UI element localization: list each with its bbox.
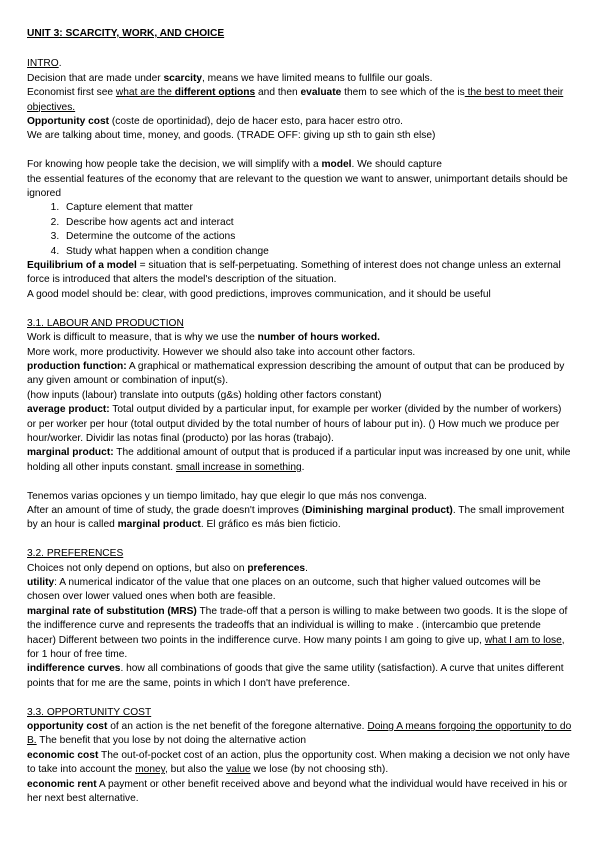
economic-rent-paragraph: economic rent A payment or other benefit received above and beyond what the individual would have received in his or her next best alternative. bbox=[27, 778, 568, 805]
production-function-paragraph: production function: A graphical or mathematical expression describing the amount of output that can be produced by any given amount or combination of input(s). bbox=[27, 360, 565, 387]
mrs-paragraph: marginal rate of substitution (MRS) The trade-off that a person is willing to make between two goods. It is the slope of the indifference curve and represents the tradeoffs that an individual is willing to make . (intercambio que pretende hacer) Different between two points in the indifference curve. How many points I am going to give up, what I am to lose, for 1 hour of free time. bbox=[27, 605, 568, 660]
list-item: 4. Study what happen when a condition change bbox=[62, 245, 572, 259]
unit-title: UNIT 3: SCARCITY, WORK, AND CHOICE bbox=[27, 28, 225, 39]
labour-measure-paragraph: Work is difficult to measure, that is why we use the number of hours worked. bbox=[27, 332, 380, 344]
preferences-heading: 3.2. PREFERENCES bbox=[27, 548, 124, 560]
diminishing-product-paragraph: After an amount of time of study, the grade doesn't improves (Diminishing marginal product). The small improvement by an hour is called marginal product. El gráfico es más bien ficticio. bbox=[27, 504, 565, 531]
labour-heading: 3.1. LABOUR AND PRODUCTION bbox=[27, 317, 184, 329]
opportunity-cost-heading: 3.3. OPPORTUNITY COST bbox=[27, 706, 152, 718]
intro-opportunity-cost-paragraph: Opportunity cost (coste de oportinidad), dejo de hacer esto, para hacer estro otro. bbox=[27, 116, 403, 128]
list-item: 2. Describe how agents act and interact bbox=[62, 216, 572, 230]
average-product-paragraph: average product: Total output divided by a particular input, for example per worker (divided by the number of workers) or per worker per hour (total output divided by the total number of hours of labour put in). () How much we produce per hour/worker. Dividir las notas final (producto) por las horas (trabajo). bbox=[27, 404, 562, 444]
model-steps-list bbox=[27, 201, 572, 259]
intro-heading-line: INTRO. bbox=[27, 58, 62, 70]
intro-options-paragraph: Economist first see what are the different options and then evaluate them to see which of the is the best to meet their objectives. bbox=[27, 87, 564, 113]
preferences-intro-paragraph: Choices not only depend on options, but also on preferences. bbox=[27, 562, 308, 574]
equilibrium-paragraph: Equilibrium of a model = situation that is self-perpetuating. Something of interest does not change unless an external force is introduced that alters the model's description of the situation. bbox=[27, 260, 561, 286]
intro-heading: INTRO bbox=[27, 58, 59, 70]
economic-cost-paragraph: economic cost The out-of-pocket cost of an action, plus the opportunity cost. When making a decision we not only have to take into account the money, but also the value we lose (by not choosing sth). bbox=[27, 749, 570, 776]
list-item: 1. Capture element that matter bbox=[62, 201, 572, 215]
intro-tradeoff-paragraph: We are talking about time, money, and goods. (TRADE OFF: giving up sth to gain sth else) bbox=[27, 130, 436, 142]
opportunity-cost-paragraph: opportunity cost of an action is the net benefit of the foregone alternative. Doing A means forgoing the opportunity to do B. The benefit that you lose by not doing the alternative action bbox=[27, 721, 572, 747]
inputs-outputs-paragraph: (how inputs (labour) translate into outputs (g&s) holding other factors constant) bbox=[27, 389, 382, 401]
indifference-curves-paragraph: indifference curves. how all combinations of goods that give the same utility (satisfaction). A curve that unites different points that for me are the same, points in which I don't have preference. bbox=[27, 663, 564, 689]
labour-productivity-paragraph: More work, more productivity. However we should also take into account other factors. bbox=[27, 346, 416, 358]
list-item: 3. Determine the outcome of the actions bbox=[62, 230, 572, 244]
marginal-product-paragraph: marginal product: The additional amount of output that is produced if a particular input was increased by one unit, while holding all other inputs constant. small increase in something. bbox=[27, 447, 571, 473]
intro-model-paragraph: For knowing how people take the decision, we will simplify with a model. We should capture bbox=[27, 159, 442, 171]
intro-scarcity-paragraph: Decision that are made under scarcity, means we have limited means to fullfile our goals. bbox=[27, 72, 433, 84]
options-time-paragraph: Tenemos varias opciones y un tiempo limitado, hay que elegir lo que más nos convenga. bbox=[27, 490, 427, 502]
utility-paragraph: utility: A numerical indicator of the value that one places on an outcome, such that higher valued outcomes will be chosen over lower valued ones when both are feasible. bbox=[27, 576, 541, 603]
good-model-paragraph: A good model should be: clear, with good predictions, improves communication, and it should be useful bbox=[27, 288, 491, 300]
document-page bbox=[27, 27, 572, 806]
intro-features-paragraph: the essential features of the economy that are relevant to the question we want to answer, unimportant details should be ignored bbox=[27, 173, 568, 200]
